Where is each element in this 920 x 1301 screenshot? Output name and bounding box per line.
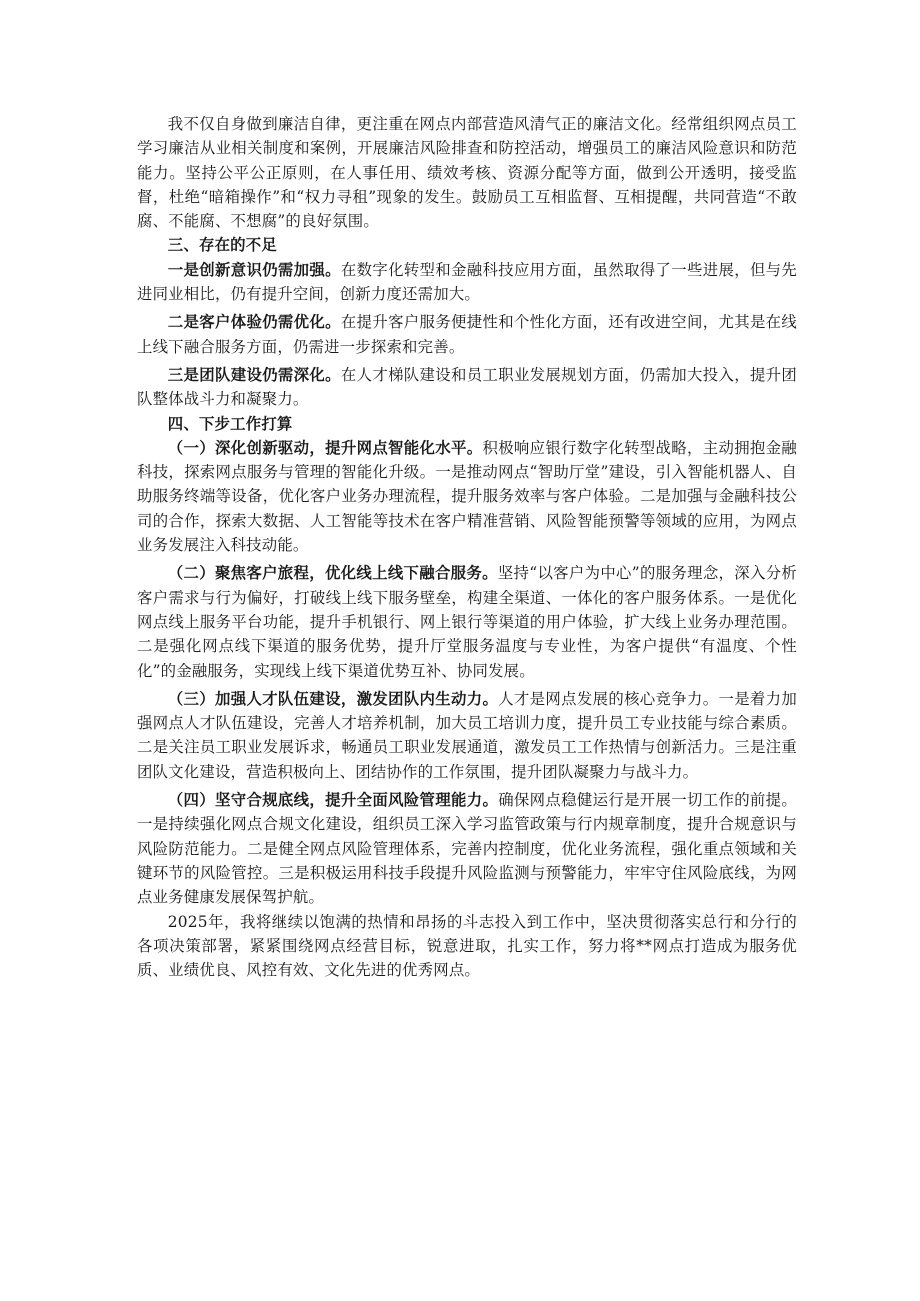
paragraph-work-plan-3 (137, 687, 797, 784)
paragraph-work-plan-1 (137, 436, 797, 557)
paragraph-work-plan-4 (137, 788, 797, 909)
paragraph-closing: 2025年，我将继续以饱满的热情和昂扬的斗志投入到工作中，坚决贯彻落实总行和分行的各项决策部署，紧紧围绕网点经营目标，锐意进取，扎实工作，努力将**网点打造成为服务优质、业绩优良、风控有效、文化先进的优秀网点。 (137, 912, 797, 980)
shortcoming-3-lead: 三是团队建设仍需深化。 (167, 365, 341, 384)
section-heading-next-steps: 四、下步工作打算 (167, 414, 293, 433)
section-heading-shortcomings: 三、存在的不足 (167, 236, 277, 255)
shortcoming-1-lead: 一是创新意识仍需加强。 (167, 260, 341, 279)
work-plan-4-text: 确保网点稳健运行是开展一切工作的前提。一是持续强化网点合规文化建设，组织员工深入学习监管政策与行内规章制度，提升合规意识与风险防范能力。二是健全网点风险管理体系，完善内控制度，优化业务流程，强化重点领域和关键环节的风险管控。三是积极运用科技手段提升风险监测与预警能力，牢牢守住风险底线，为网点业务健康发展保驾护航。 (137, 791, 797, 907)
paragraph-integrity-culture: 我不仅自身做到廉洁自律，更注重在网点内部营造风清气正的廉洁文化。经常组织网点员工学习廉洁从业相关制度和案例，开展廉洁风险排查和防控活动，增强员工的廉洁风险意识和防范能力。坚持公平公正原则，在人事任用、绩效考核、资源分配等方面，做到公开透明，接受监督，杜绝“暗箱操作”和“权力寻租”现象的发生。鼓励员工互相监督、互相提醒，共同营造“不敢腐、不能腐、不想腐”的良好氛围。 (137, 115, 797, 231)
work-plan-3-lead: （三）加强人才队伍建设，激发团队内生动力。 (167, 689, 499, 708)
work-plan-2-lead: （二）聚焦客户旅程，优化线上线下融合服务。 (167, 564, 498, 583)
work-plan-2-text: 坚持“以客户为中心”的服务理念，深入分析客户需求与行为偏好，打破线上线下服务壁垒，构建全渠道、一体化的客户服务体系。一是优化网点线上服务平台功能，提升手机银行、网上银行等渠道的用户体验，扩大线上业务办理范围。二是强化网点线下渠道的服务优势，提升厅堂服务温度与专业性，为客户提供“有温度、个性化”的金融服务，实现线上线下渠道优势互补、协同发展。 (137, 564, 797, 680)
paragraph-shortcoming-1 (137, 258, 797, 307)
work-plan-1-lead: （一）深化创新驱动，提升网点智能化水平。 (167, 438, 483, 457)
paragraph-work-plan-2 (137, 561, 797, 682)
paragraph-shortcoming-3 (137, 363, 797, 412)
shortcoming-2-text: 在提升客户服务便捷性和个性化方面，还有改进空间，尤其是在线上线下融合服务方面，仍需进一步探索和完善。 (137, 313, 797, 356)
shortcoming-3-text: 在人才梯队建设和员工职业发展规划方面，仍需加大投入，提升团队整体战斗力和凝聚力。 (137, 365, 797, 409)
paragraph-shortcoming-2 (137, 310, 797, 359)
shortcoming-2-lead: 二是客户体验仍需优化。 (167, 313, 341, 332)
work-plan-3-text: 人才是网点发展的核心竞争力。一是着力加强网点人才队伍建设，完善人才培养机制，加大员工培训力度，提升员工专业技能与综合素质。二是关注员工职业发展诉求，畅通员工职业发展通道，激发员工工作热情与创新活力。三是注重团队文化建设，营造积极向上、团结协作的工作氛围，提升团队凝聚力与战斗力。 (137, 689, 797, 781)
document-body (137, 112, 797, 982)
work-plan-4-lead: （四）坚守合规底线，提升全面风险管理能力。 (167, 791, 499, 810)
work-plan-1-text: 积极响应银行数字化转型战略，主动拥抱金融科技，探索网点服务与管理的智能化升级。一是推动网点“智助厅堂”建设，引入智能机器人、自助服务终端等设备，优化客户业务办理流程，提升服务效率与客户体验。二是加强与金融科技公司的合作，探索大数据、人工智能等技术在客户精准营销、风险智能预警等领域的应用，为网点业务发展注入科技动能。 (137, 438, 797, 555)
shortcoming-1-text: 在数字化转型和金融科技应用方面，虽然取得了一些进展，但与先进同业相比，仍有提升空间，创新力度还需加大。 (137, 260, 797, 304)
